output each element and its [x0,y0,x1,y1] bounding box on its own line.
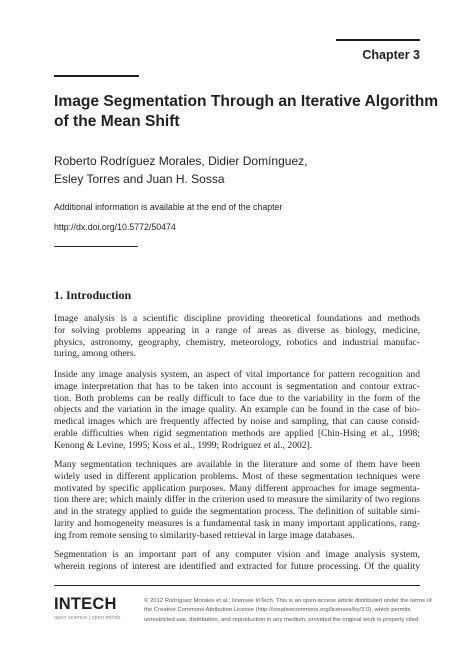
text-line: larity and homogeneity measures is a fundamental task in many important applications, rang- [54,517,420,529]
text-line: and in the strategy applied to guide the segmentation process. The definition of suitable simi- [54,506,420,518]
text-line: Many segmentation techniques are available in the literature and some of them have been [54,459,420,470]
text-line: Image analysis is a scientific discipline providing theoretical foundations and methods [54,313,420,324]
author-line: Roberto Rodríguez Morales, Didier Domínguez, [54,154,308,168]
text-line: Segmentation is an important part of any computer vision and image analysis system, [54,549,420,560]
chapter-label: Chapter 3 [362,48,420,62]
text-line: turing, among others. [54,348,137,360]
doi-rule [54,246,138,247]
text-line: motivated by specific application purposes. Many different approaches for image segmenta- [54,482,420,494]
section-heading: 1. Introduction [54,288,132,302]
author-list [54,152,307,188]
doi-link[interactable]: http://dx.doi.org/10.5772/50474 [54,222,176,232]
text-line: tion. Both problems can be really difficult to face due to the variability in the form of the [54,392,420,404]
license-notice [144,597,432,625]
license-line: © 2012 Rodríguez Morales et al.; licensee InTech. This is an open access article distributed under the terms of [144,598,432,604]
text-line: medical images which are frequently affected by noise and sampling, that can cause consid- [54,416,420,428]
text-line: widely used in different application problems. Most of these segmentation techniques were [54,470,420,482]
text-line: ing from remote sensing to similarity-based retrieval in large image databases. [54,529,355,541]
title-line: Image Segmentation Through an Iterative Algorithm [54,93,439,110]
text-line: for solving problems appearing in a range of areas as diverse as biology, medicine, [54,324,420,336]
body-paragraph [54,313,420,360]
body-paragraph [54,459,420,542]
author-line: Esley Torres and Juan H. Sossa [54,172,225,186]
body-paragraph [54,369,420,452]
title-line: of the Mean Shift [54,113,180,130]
text-line: tion there are; which mainly differ in the criterion used to measure the similarity of two regions [54,494,420,506]
title-rule [54,75,139,77]
text-line: Kenong & Levine, 1995; Koss et al., 1999; Rodríguez et al., 2002]. [54,439,313,451]
body-paragraph [54,549,420,573]
additional-info-note: Additional information is available at the end of the chapter [54,202,283,212]
text-line: Inside any image analysis system, an aspect of vital importance for pattern recognition and [54,369,420,380]
publisher-logo [54,595,138,629]
text-line: erable difficulties when rigid segmentation methods are applied [Chin-Hsing et al., 1998; [54,427,420,439]
footer-rule [54,585,420,586]
logo-wordmark: INTECH [54,595,117,613]
license-line: unrestricted use, distribution, and reproduction in any medium, provided the original work is properly cited. [144,616,421,623]
text-line: physics, astronomy, geography, chemistry, meteorology, robotics and industrial manufac- [54,336,420,348]
text-line: objects and the variation in the image quality. An example can be found in the case of bio- [54,404,420,416]
text-line: wherein regions of interest are identified and extracted for future processing. Of the quality [54,560,420,572]
article-title [54,92,439,132]
license-line: the Creative Commons Attribution License (http://creativecommons.org/licenses/by/3.0), which permits [144,607,411,614]
chapter-rule [336,39,420,41]
logo-tagline: open science | open minds [54,615,121,621]
text-line: image interpretation that has to be taken into account is segmentation and contour extrac- [54,380,420,392]
